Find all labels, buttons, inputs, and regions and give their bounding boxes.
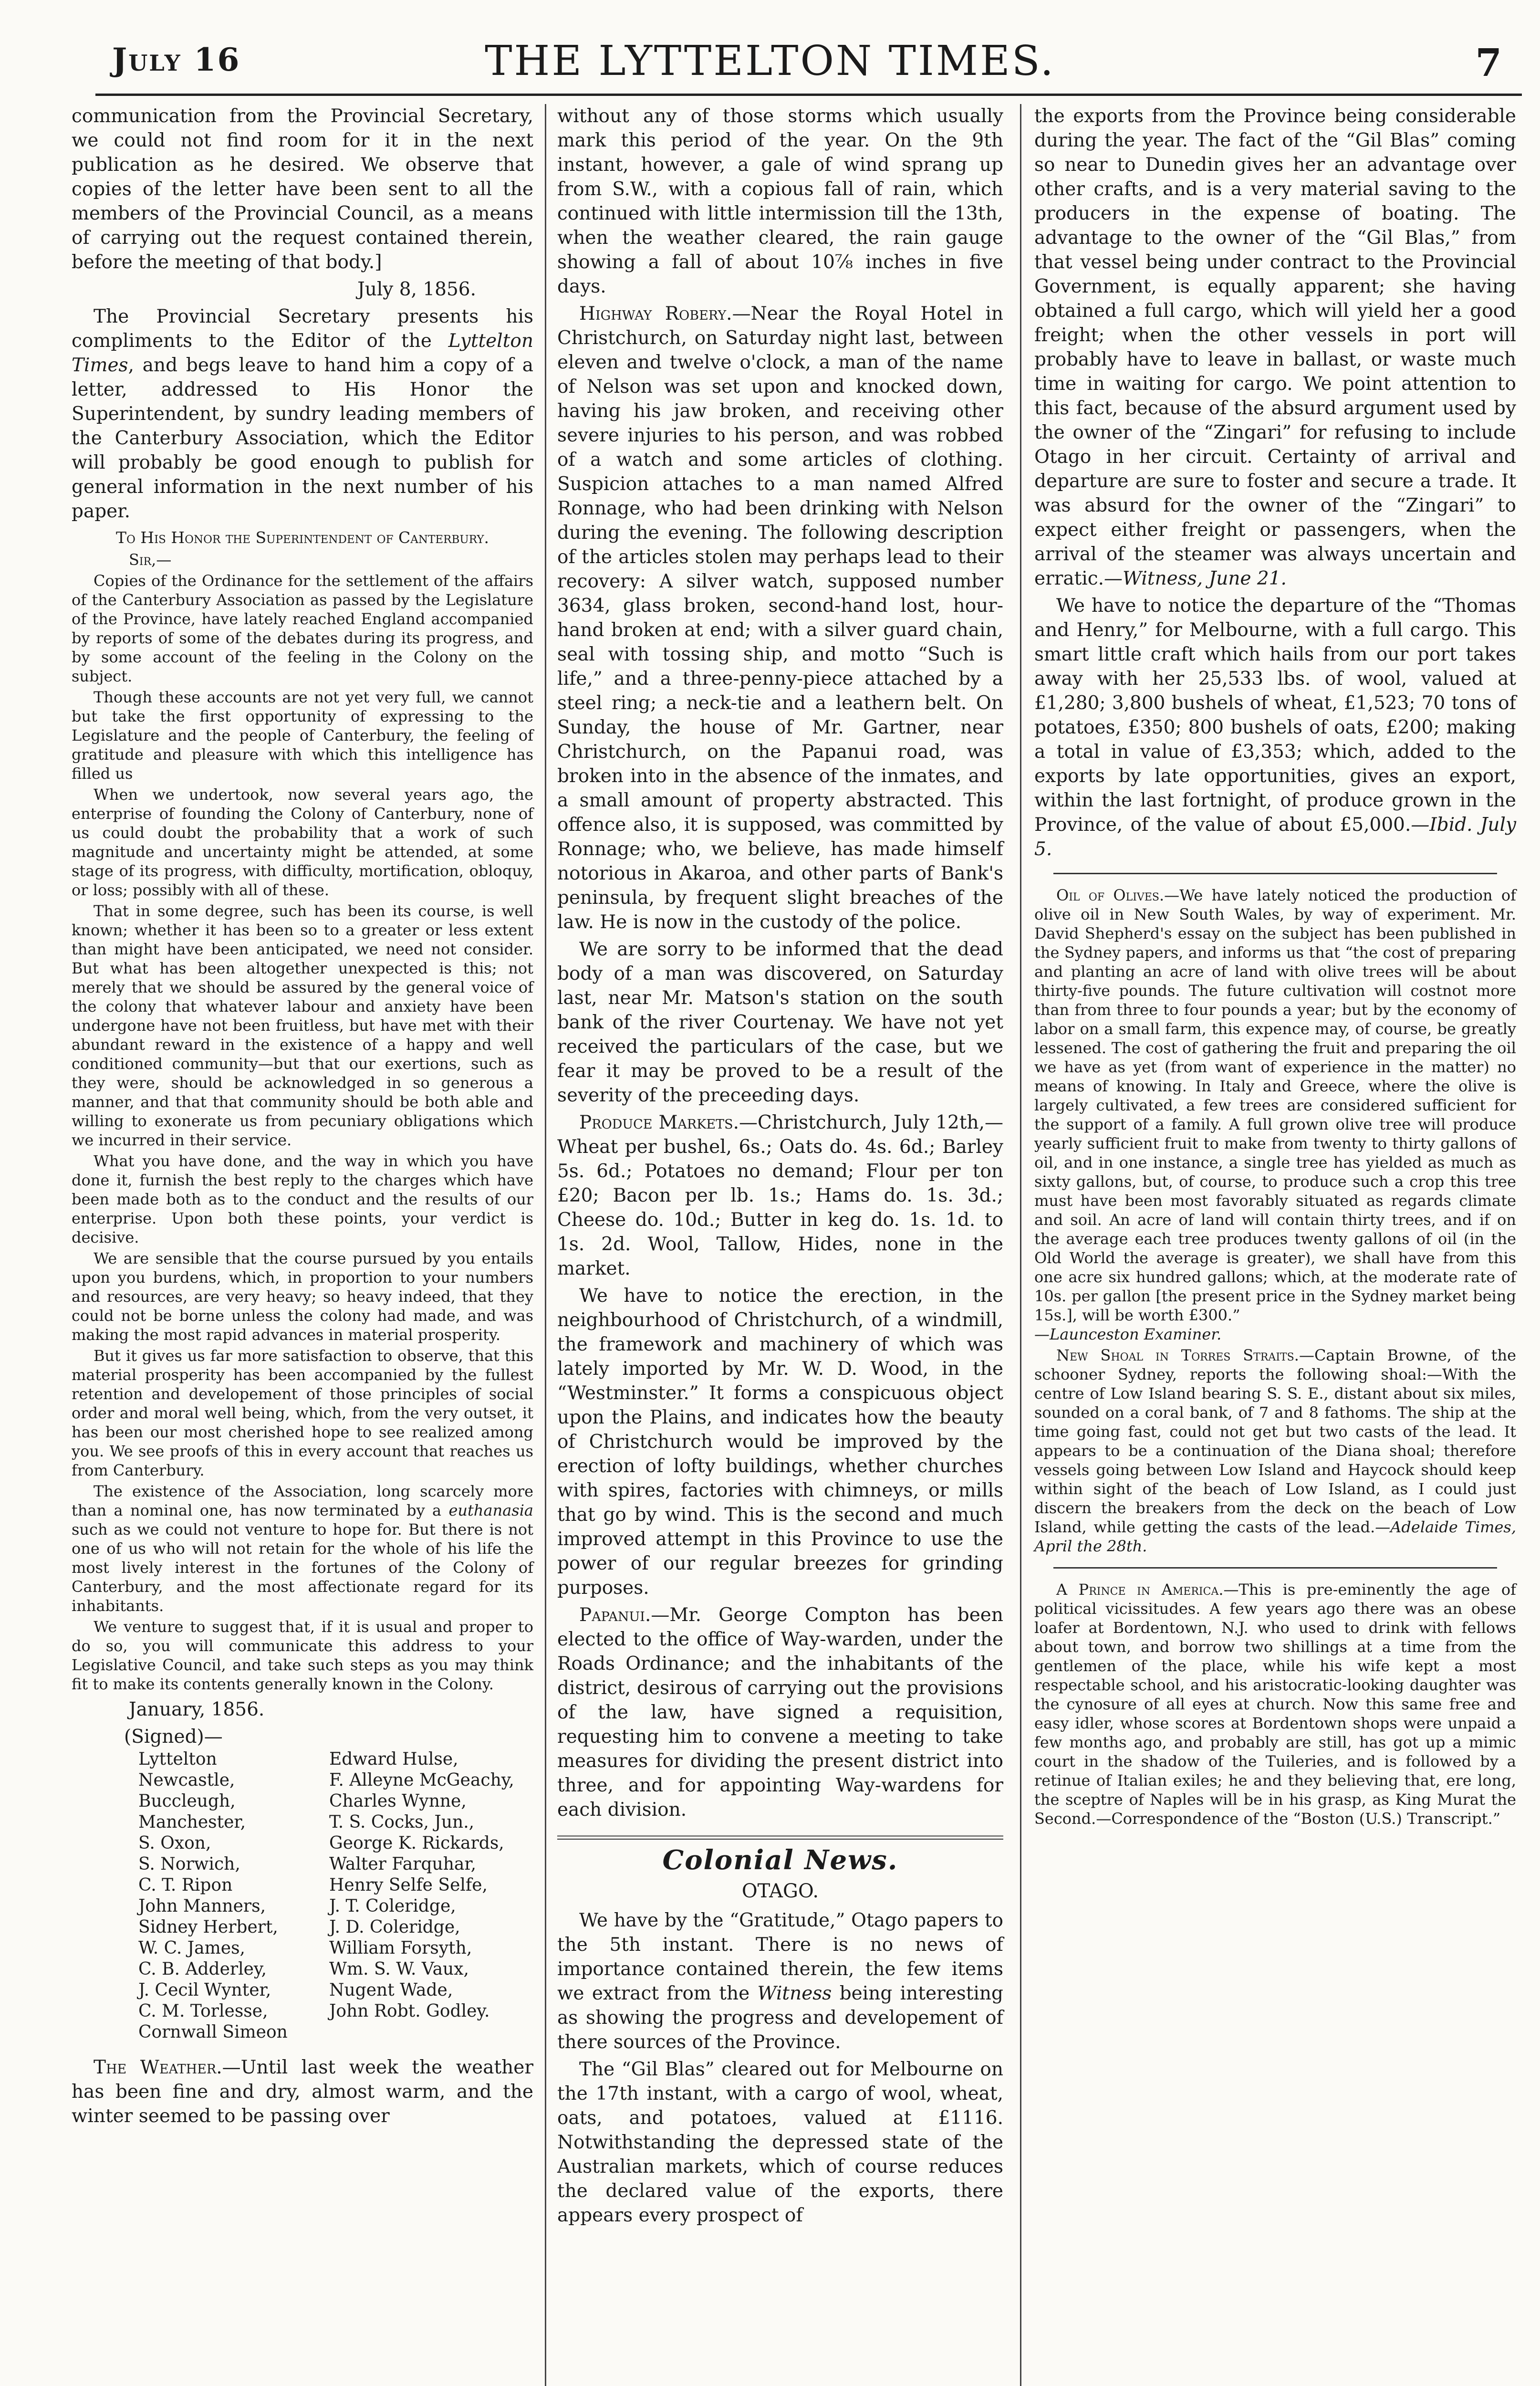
colonial-news-heading: Colonial News. [662, 1844, 898, 1876]
signed-label: (Signed)— [124, 1726, 223, 1748]
signatory: J. Cecil Wynter, [138, 1980, 271, 2000]
editor-note: communication from the Provincial Secretary, we could not find room for it in the next publication as he desired. We observe that copies of the letter have been sent to all the members of the Provincial Council, as a means of carrying out the request contained therein, before the meeting of that body.] [72, 105, 533, 273]
signatory: Lyttelton [138, 1749, 217, 1769]
small-print-block [1034, 886, 1516, 1828]
gil-blas-continued: the exports from the Province being considerable during the year. The fact of the “Gil Blas” coming so near to Dunedin gives her an advantage over other crafts, and is a very material saving to the producers in the expense of boating. The advantage to the owner of the “Gil Blas,” from that vessel being under contract to the Provincial Government, is equally apparent; she having obtained a full cargo, which will yield her a good freight; when the other vessels in port will probably have to leave in ballast, or waste much time in waiting for cargo. We point attention to this fact, because of the absurd argument used by the owner of the “Zingari” for refusing to include Otago in her circuit. Certainty of arrival and departure are sure to foster and secure a trade. It was absurd for the owner of the “Zingari” to expect either freight or passengers, when the arrival of the steamer was always uncertain and erratic.—Witness, June 21. [1034, 105, 1516, 589]
association-letter [72, 550, 533, 1694]
letter-address: To His Honor the Superintendent of Canterbury. [115, 528, 489, 547]
weather-article: The Weather.—Until last week the weather has been fine and dry, almost warm, and the winter seemed to be passing over [72, 2057, 533, 2127]
signature-date: January, 1856. [129, 1699, 265, 1720]
signatory: Manchester, [138, 1812, 246, 1832]
signatories [138, 1749, 533, 2043]
robbery-article: Highway Robery.—Near the Royal Hotel in Christchurch, on Saturday night last, between eleven and twelve o'clock, a man of the name of Nelson was set upon and knocked down, having his jaw broken, and receiving other severe injuries to his person, and was robbed of a watch and some articles of clothing. Suspicion attaches to a man named Alfred Ronnage, who had been drinking with Nelson during the evening. The following description of the articles stolen may perhaps lead to their recovery: A silver watch, supposed number 3634, glass broken, second-hand lost, hour-hand broken at end; with a silver guard chain, seal with tossing ship, and motto “Such is life,” and a three-penny-piece attached by a steel ring; a neck-tie and a leathern belt. On Sunday, the house of Mr. Gartner, near Christchurch, on the Papanui road, was broken into in the absence of the inmates, and a small amount of property abstracted. This offence also, it is supposed, was committed by Ronnage; who, we believe, has made himself notorious in Akaroa, and other parts of Bank's peninsula, by frequent slight breaches of the law. He is now in the custody of the police. [557, 303, 1004, 933]
issue-date: July 16 [112, 41, 241, 78]
signatory: J. D. Coleridge, [329, 1917, 460, 1937]
weather-continued: without any of those storms which usually mark this period of the year. On the 9th instant, however, a gale of wind sprang up from S.W., with a copious fall of rain, which continued with little intermission till the 13th, when the weather cleared, the rain gauge showing a fall of about 10⅞ inches in five days. [557, 105, 1003, 297]
signatory: George K. Rickards, [329, 1833, 504, 1853]
thomas-henry-article: We have to notice the departure of the “Thomas and Henry,” for Melbourne, with a full cargo. This smart little craft which hails from our port takes away with her 25,533 lbs. of wool, valued at £1,280; 3,800 bushels of wheat, £1,523; 70 tons of potatoes, £350; 800 bushels of oats, £200; making a total in value of £3,353; which, added to the exports by late opportunities, gives an export, within the last fortnight, of produce grown in the Province, of the value of about £5,000.—Ibid. July 5. [1034, 595, 1516, 860]
signatory: J. T. Coleridge, [329, 1896, 456, 1916]
robbery-heading: Highway Robery. [579, 303, 732, 324]
letter-paragraph: Copies of the Ordinance for the settlement of the affairs of the Canterbury Association as passed by the Legislature of the Province, have lately reached England accompanied by reports of some of the debates during its progress, and by some account of the feeling in the Colony on the subject. [72, 572, 533, 685]
signatory: Newcastle, [138, 1770, 235, 1790]
produce-heading: Produce Markets. [579, 1112, 739, 1133]
masthead-title: THE LYTTELTON TIMES. [485, 37, 1055, 85]
letter-paragraph: But it gives us far more satisfaction to observe, that this material prosperity has been accompanied by the fullest retention and developement of those principles of social order and moral well being, which, from the very outset, it has been our most cherished hope to see realized among you. We see proofs of this in every account that reaches us from Canterbury. [72, 1347, 533, 1479]
torres-shoal-heading: New Shoal in Torres Straits. [1056, 1346, 1299, 1364]
section-divider [557, 1835, 1003, 1840]
signatory: Cornwall Simeon [138, 2022, 288, 2042]
signatory: S. Oxon, [138, 1833, 211, 1853]
letter-paragraph: When we undertook, now several years ago, the enterprise of founding the Colony of Canterbury, none of us could doubt the probability that a work of such magnitude and uncertainty might be attended, at some stage of its progress, with difficulty, mortification, obloquy, or loss; possibly with all of these. [72, 785, 533, 899]
page-number: 7 [1475, 40, 1502, 85]
letter-paragraph: That in some degree, such has been its course, is well known; whether it has been so to a greater or less extent than might have been anticipated, we need not consider. But what has been altogether unexpected is this; not merely that we should be assured by the general voice of the colony that whatever labour and anxiety have been undergone have not been fruitless, but have met with their abundant reward in the existence of a happy and well conditioned community—but that our exertions, such as they were, should be acknowledged in so generous a manner, and that that community should be both able and willing to exonerate us from pecuniary obligations which we incurred in their service. [72, 902, 533, 1149]
salutation: Sir,— [129, 551, 172, 569]
letter-paragraph: We are sensible that the course pursued by you entails upon you burdens, which, in proportion to your numbers and resources, are very heavy; so heavy indeed, that they could not be borne unless the colony had made, and was making the most rapid advances in material prosperity. [72, 1249, 533, 1344]
prince-heading: A Prince in America. [1056, 1580, 1224, 1599]
citation: —Adelaide Times, April the 28th. [1034, 1518, 1516, 1555]
letter-paragraph: What you have done, and the way in which you have done it, furnish the best reply to the charges which have been made both as to the conduct and the results of our enterprise. Upon both these points, your verdict is decisive. [72, 1152, 533, 1246]
article-divider [1053, 1567, 1497, 1569]
olive-oil-heading: Oil of Olives. [1056, 886, 1165, 904]
citation: —Launceston Examiner. [1034, 1325, 1222, 1343]
signatory: Charles Wynne, [329, 1791, 467, 1811]
signatories-right [329, 1749, 549, 2043]
secretary-note: The Provincial Secretary presents his compliments to the Editor of the Lyttelton Times, and begs leave to hand him a copy of a letter, addressed to His Honor the Superintendent, by sundry leading members of the Canterbury Association, which the Editor will probably be good enough to publish for general information in the next number of his paper. [72, 306, 533, 522]
signatory: Buccleugh, [138, 1791, 236, 1811]
letter-paragraph: We venture to suggest that, if it is usual and proper to do so, you will communicate this address to your Legislative Council, and take such steps as you may think fit to make its contents generally known in the Colony. [72, 1618, 533, 1693]
torres-shoal-article: New Shoal in Torres Straits.—Captain Browne, of the schooner Sydney, reports the following shoal:—With the centre of Low Island bearing S. S. E., distant about six miles, sounded on a coral bank, of 7 and 8 fathoms. The ship at the time going fast, could not get but two casts of the lead. It appears to be a continuation of the Diana shoal; therefore vessels going between Low Island and Haycock should keep within sight of the beach of Low Island, as I could just discern the breakers from the deck on the beach of Low Island, while getting the casts of the lead.—Adelaide Times, April the 28th. [1034, 1346, 1516, 1555]
signatory: S. Norwich, [138, 1854, 240, 1874]
windmill-article: We have to notice the erection, in the neighbourhood of Christchurch, of a windmill, the framework and machinery of which was lately imported by Mr. W. D. Wood, in the “Westminster.” It forms a conspicuous object upon the Plains, and indicates how the beauty of Christchurch would be improved by the erection of lofty buildings, whether churches with spires, factories with chimneys, or mills that go by wind. This is the second and much improved attempt in this Province to use the power of our regular breezes for grinding purposes. [557, 1285, 1003, 1599]
signatory: William Forsyth, [329, 1938, 472, 1958]
signatory: Walter Farquhar, [329, 1854, 477, 1874]
signatory: C. B. Adderley, [138, 1959, 267, 1979]
produce-article: Produce Markets.—Christchurch, July 12th,—Wheat per bushel, 6s.; Oats do. 4s. 6d.; Barley 5s. 6d.; Potatoes no demand; Flour per ton £20; Bacon per lb. 1s.; Hams do. 1s. 3d.; Cheese do. 10d.; Butter in keg do. 1s. 1d. to 1s. 2d. Wool, Tallow, Hides, none in the market. [557, 1112, 1003, 1279]
column-rule-2 [1020, 104, 1021, 2386]
signatory: W. C. James, [138, 1938, 245, 1958]
signatory: John Manners, [138, 1896, 266, 1916]
header-rule [95, 94, 1522, 96]
signatories-left [138, 1749, 310, 2043]
letter-paragraph: The existence of the Association, long scarcely more than a nominal one, has now terminated by a euthanasia such as we could not venture to hope for. But there is not one of us who will not retain for the whole of his life the most lively interest in the fortunes of the Colony of Canterbury, and the most affectionate regard for its inhabitants. [72, 1482, 533, 1615]
signatory: C. T. Ripon [138, 1875, 233, 1895]
signatory: C. M. Torlesse, [138, 2001, 268, 2021]
signatory: Henry Selfe Selfe, [329, 1875, 488, 1895]
citation: —Witness, June 21. [1104, 568, 1287, 589]
weather-heading: The Weather. [94, 2057, 222, 2078]
papanui-article: Papanui.—Mr. George Compton has been elected to the office of Way-warden, under the Roads Ordinance; and the inhabitants of the district, desirous of carrying out the provisions of the law, have signed a requisition, requesting him to convene a meeting to take measures for dividing the present district into three, and for appointing Way-wardens for each division. [557, 1604, 1003, 1821]
article-divider [1053, 873, 1497, 874]
prince-article: A Prince in America.—This is pre-eminently the age of political vicissitudes. A few years ago there was an obese loafer at Bordentown, N.J. who used to drink with fellows about town, and borrow two shillings at a time from the gentlemen of the place, while his wife kept a most respectable school, and his aristocratic-looking daughter was the cynosure of all eyes at church. Now this same free and easy idler, whose scores at Bordentown shops were unpaid a few months ago, and probably are still, has got up a mimic court in the shadow of the Tuileries, and is followed by a retinue of Italian exiles; he and they believing that, ere long, the sceptre of Naples will be in his grasp, as King Murat the Second.—Correspondence of the “Boston (U.S.) Transcript.” [1034, 1580, 1516, 1828]
column-3 [1034, 104, 1516, 1830]
letter-date: July 8, 1856. [357, 279, 476, 300]
otago-paragraph: The “Gil Blas” cleared out for Melbourne on the 17th instant, with a cargo of wool, wheat, oats, and potatoes, valued at £1116. Notwithstanding the depressed state of the Australian markets, which of course reduces the declared value of the exports, there appears every prospect of [557, 2059, 1003, 2226]
column-rule-1 [545, 104, 546, 2386]
otago-paragraph: We have by the “Gratitude,” Otago papers to the 5th instant. There is no news of importance contained therein, the few items we extract from the Witness being interesting as showing the progress and developement of there sources of the Province. [557, 1910, 1003, 2053]
letter-paragraph: Though these accounts are not yet very full, we cannot but take the first opportunity of expressing to the Legislature and the people of Canterbury, the feeling of gratitude and pleasure with which this intelligence has filled us [72, 688, 533, 783]
signatory: T. S. Cocks, Jun., [329, 1812, 475, 1832]
otago-heading: OTAGO. [741, 1880, 819, 1902]
signatory: Wm. S. W. Vaux, [329, 1959, 469, 1979]
signatory: John Robt. Godley. [329, 2001, 490, 2021]
signatory: Nugent Wade, [329, 1980, 453, 2000]
column-2 [557, 104, 1003, 2230]
dead-body-article: We are sorry to be informed that the dead body of a man was discovered, on Saturday last, near Mr. Matson's station on the south bank of the river Courtenay. We have not yet received the particulars of the case, but we fear it may be proved to be a result of the severity of the preceeding days. [557, 939, 1003, 1106]
column-1 [72, 104, 533, 2131]
signatory: F. Alleyne McGeachy, [329, 1770, 514, 1790]
olive-oil-article: Oil of Olives.—We have lately noticed the production of olive oil in New South Wales, by way of experiment. Mr. David Shepherd's essay on the subject has been published in the Sydney papers, and informs us that “the cost of preparing and planting an acre of land with olive trees will be about thirty-five pounds. The future cultivation will costnot more than from three to four pounds a year; but by the economy of labor on a small farm, this expence may, of course, be greatly lessened. The cost of gathering the fruit and preparing the oil we have as yet (from want of experience in the matter) no means of knowing. In Italy and Greece, where the olive is largely cultivated, a few trees are considered sufficient for the support of a family. A full grown olive tree will produce yearly sufficient fruit to make from twenty to thirty gallons of oil, and in one instance, a single tree has yielded as much as sixty gallons, but, of course, to produce such a crop this tree must have been most favorably situated as regards climate and soil. An acre of land will contain thirty trees, and if on the average each tree produces twenty gallons of oil (in the Old World the average is greater), we shall have from this one acre six hundred gallons; which, at the moderate rate of 10s. per gallon [the present price in the Sydney market being 15s.], will be worth £300.” —Launceston Examiner. [1034, 886, 1517, 1343]
signatory: Edward Hulse, [329, 1749, 458, 1769]
citation: —Ibid. July 5. [1034, 814, 1516, 860]
signatory: Sidney Herbert, [138, 1917, 278, 1937]
papanui-heading: Papanui. [579, 1604, 651, 1626]
